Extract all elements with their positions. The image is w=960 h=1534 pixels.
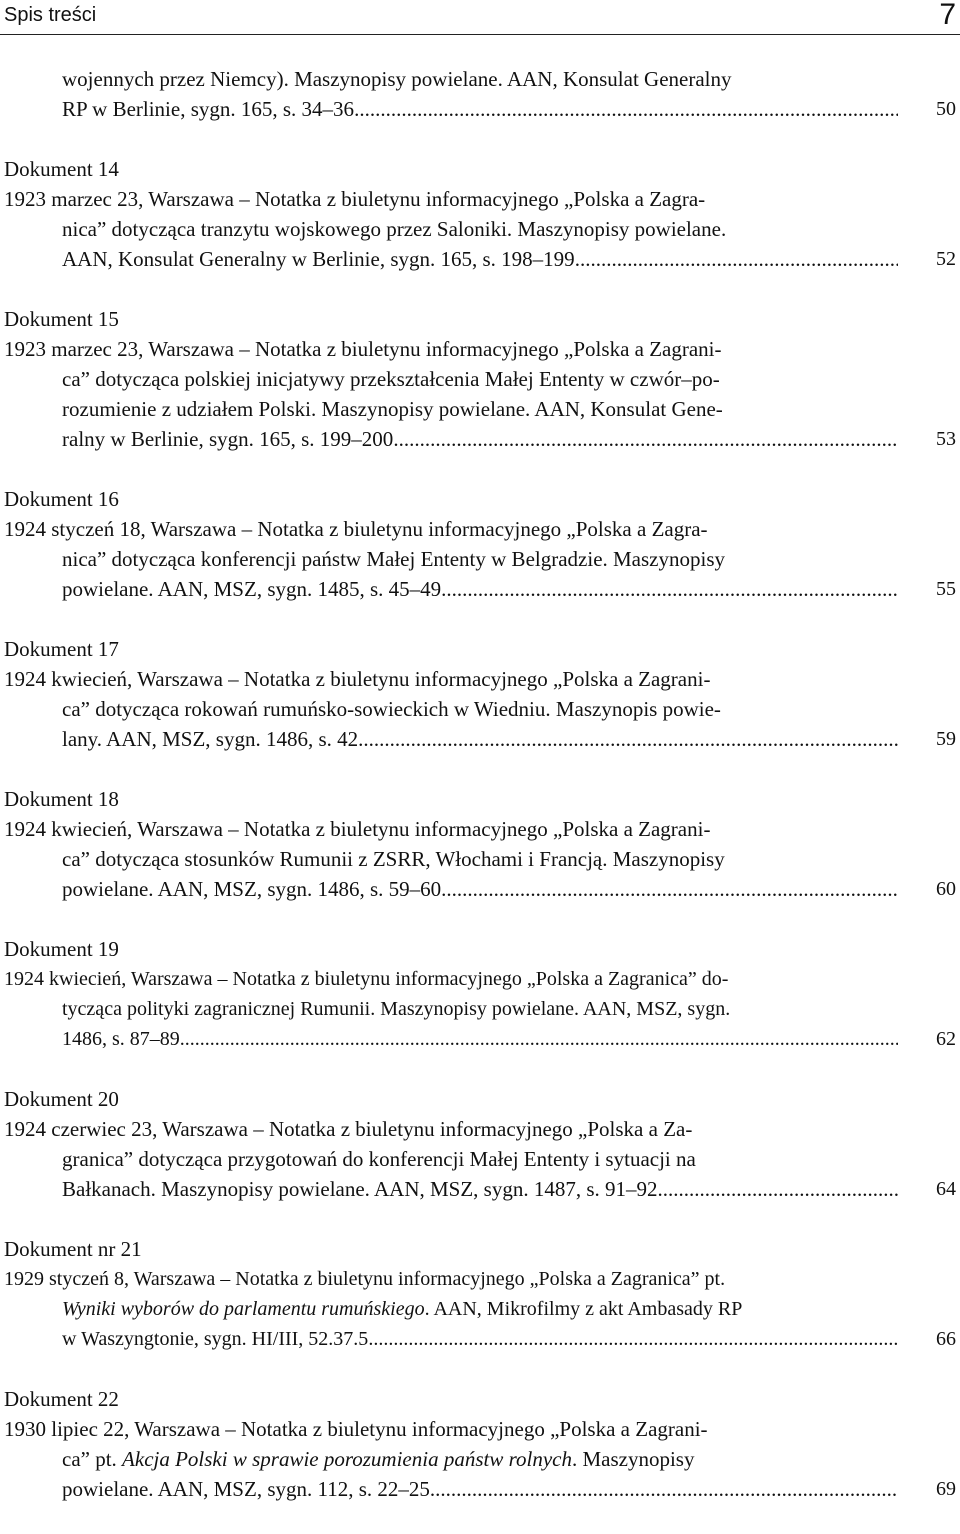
entry-line: [4, 1294, 898, 1324]
entry-line: 1924 czerwiec 23, Warszawa – Notatka z biuletynu informacyjnego „Polska a Za-: [4, 1117, 693, 1141]
entry-page-number: 52: [936, 248, 956, 270]
document-title: Dokument 22: [4, 1387, 119, 1411]
leader-dots: [180, 1024, 898, 1054]
entry-page-number: 62: [936, 1028, 956, 1050]
entry-description: [4, 64, 898, 124]
toc-entry[interactable]: [0, 154, 960, 274]
entry-page-number: 53: [936, 428, 956, 450]
document-title: Dokument 19: [4, 937, 119, 961]
entry-line: ca” dotycząca rokowań rumuńsko-sowieckich w Wiedniu. Maszynopis powie-: [62, 697, 721, 721]
entry-line: 1924 kwiecień, Warszawa – Notatka z biuletynu informacyjnego „Polska a Zagrani-: [4, 817, 711, 841]
toc-entry[interactable]: [0, 934, 960, 1054]
document-title: Dokument 20: [4, 1087, 119, 1111]
entry-citation: lany. AAN, MSZ, sygn. 1486, s. 42: [62, 727, 359, 751]
article-title: Akcja Polski w sprawie porozumienia państw rolnych: [122, 1447, 572, 1471]
entry-last-line: [4, 1474, 898, 1504]
leader-dots: [368, 1324, 898, 1354]
entry-citation: Bałkanach. Maszynopisy powielane. AAN, MSZ, sygn. 1487, s. 91–92: [62, 1177, 658, 1201]
leader-dots: [430, 1474, 898, 1504]
toc-entry[interactable]: [0, 484, 960, 604]
header-page-number: 7: [939, 0, 956, 31]
toc-entry[interactable]: [0, 64, 960, 124]
entry-last-line: [4, 1324, 898, 1354]
entry-description: [4, 964, 898, 1054]
entry-line: [4, 1444, 898, 1474]
entry-line: rozumienie z udziałem Polski. Maszynopisy powielane. AAN, Konsulat Gene-: [62, 397, 723, 421]
leader-dots: [575, 244, 898, 274]
entry-page-number: 69: [936, 1478, 956, 1500]
entry-last-line: [4, 1174, 898, 1204]
entry-citation: AAN, Konsulat Generalny w Berlinie, sygn. 165, s. 198–199: [62, 247, 575, 271]
toc-entry[interactable]: [0, 784, 960, 904]
entry-citation: RP w Berlinie, sygn. 165, s. 34–36: [62, 97, 355, 121]
entry-description: [4, 814, 898, 904]
entry-citation: ralny w Berlinie, sygn. 165, s. 199–200: [62, 427, 394, 451]
entry-line: 1923 marzec 23, Warszawa – Notatka z biuletynu informacyjnego „Polska a Zagrani-: [4, 337, 722, 361]
entry-page-number: 55: [936, 578, 956, 600]
entry-citation: powielane. AAN, MSZ, sygn. 1485, s. 45–49: [62, 577, 442, 601]
entry-line: ca” dotycząca polskiej inicjatywy przekształcenia Małej Ententy w czwór–po-: [62, 367, 720, 391]
entry-line: wojennych przez Niemcy). Maszynopisy powielane. AAN, Konsulat Generalny: [62, 67, 732, 91]
entry-line: tycząca polityki zagranicznej Rumunii. Maszynopisy powielane. AAN, MSZ, sygn.: [62, 998, 731, 1020]
table-of-contents: [0, 64, 960, 1534]
entry-page-number: 66: [936, 1328, 956, 1350]
entry-description: [4, 664, 898, 754]
entry-line: 1924 kwiecień, Warszawa – Notatka z biuletynu informacyjnego „Polska a Zagranica” do-: [4, 968, 729, 990]
entry-page-number: 64: [936, 1178, 956, 1200]
entry-last-line: [4, 424, 898, 454]
entry-description: [4, 184, 898, 274]
entry-last-line: [4, 244, 898, 274]
leader-dots: [441, 874, 898, 904]
document-title: Dokument 18: [4, 787, 119, 811]
entry-description: [4, 1114, 898, 1204]
entry-line: 1924 styczeń 18, Warszawa – Notatka z biuletynu informacyjnego „Polska a Zagra-: [4, 517, 708, 541]
entry-last-line: [4, 1024, 898, 1054]
entry-line: 1923 marzec 23, Warszawa – Notatka z biuletynu informacyjnego „Polska a Zagra-: [4, 187, 706, 211]
entry-line: nica” dotycząca tranzytu wojskowego przez Saloniki. Maszynopisy powielane.: [62, 217, 727, 241]
toc-entry[interactable]: [0, 1084, 960, 1204]
article-title: Wyniki wyborów do parlamentu rumuńskiego: [62, 1298, 425, 1320]
document-title: Dokument 17: [4, 637, 119, 661]
entry-line: granica” dotycząca przygotowań do konferencji Małej Ententy i sytuacji na: [62, 1147, 696, 1171]
document-title: Dokument 15: [4, 307, 119, 331]
entry-last-line: [4, 724, 898, 754]
entry-citation: powielane. AAN, MSZ, sygn. 1486, s. 59–60: [62, 877, 442, 901]
toc-entry[interactable]: [0, 304, 960, 454]
document-title: Dokument nr 21: [4, 1237, 142, 1261]
toc-entry[interactable]: [0, 1384, 960, 1504]
leader-dots: [393, 424, 898, 454]
entry-last-line: [4, 94, 898, 124]
entry-last-line: [4, 574, 898, 604]
toc-entry[interactable]: [0, 1234, 960, 1354]
entry-citation: w Waszyngtonie, sygn. HI/III, 52.37.5: [62, 1328, 369, 1350]
toc-entry[interactable]: [0, 634, 960, 754]
entry-description: [4, 1264, 898, 1354]
entry-line: 1924 kwiecień, Warszawa – Notatka z biuletynu informacyjnego „Polska a Zagrani-: [4, 667, 711, 691]
entry-line: ca” dotycząca stosunków Rumunii z ZSRR, Włochami i Francją. Maszynopisy: [62, 847, 725, 871]
entry-citation: powielane. AAN, MSZ, sygn. 112, s. 22–25: [62, 1477, 430, 1501]
entry-page-number: 59: [936, 728, 956, 750]
document-title: Dokument 16: [4, 487, 119, 511]
entry-description: [4, 334, 898, 454]
entry-line-pre: ca” pt.: [62, 1447, 123, 1471]
entry-line: nica” dotycząca konferencji państw Małej Ententy w Belgradzie. Maszynopisy: [62, 547, 726, 571]
leader-dots: [441, 574, 898, 604]
entry-last-line: [4, 874, 898, 904]
entry-citation: 1486, s. 87–89: [62, 1028, 180, 1050]
entry-description: [4, 1414, 898, 1504]
entry-page-number: 60: [936, 878, 956, 900]
document-title: Dokument 14: [4, 157, 119, 181]
leader-dots: [358, 724, 898, 754]
entry-line: 1930 lipiec 22, Warszawa – Notatka z biuletynu informacyjnego „Polska a Zagrani-: [4, 1417, 708, 1441]
running-title: Spis treści: [4, 4, 97, 26]
leader-dots: [354, 94, 898, 124]
page-header: [0, 0, 960, 35]
entry-description: [4, 514, 898, 604]
entry-line-rest: . Maszynopisy: [571, 1447, 695, 1471]
entry-line: 1929 styczeń 8, Warszawa – Notatka z biuletynu informacyjnego „Polska a Zagranica” pt.: [4, 1268, 726, 1290]
entry-page-number: 50: [936, 98, 956, 120]
leader-dots: [658, 1174, 898, 1204]
entry-line-rest: . AAN, Mikrofilmy z akt Ambasady RP: [424, 1298, 743, 1320]
